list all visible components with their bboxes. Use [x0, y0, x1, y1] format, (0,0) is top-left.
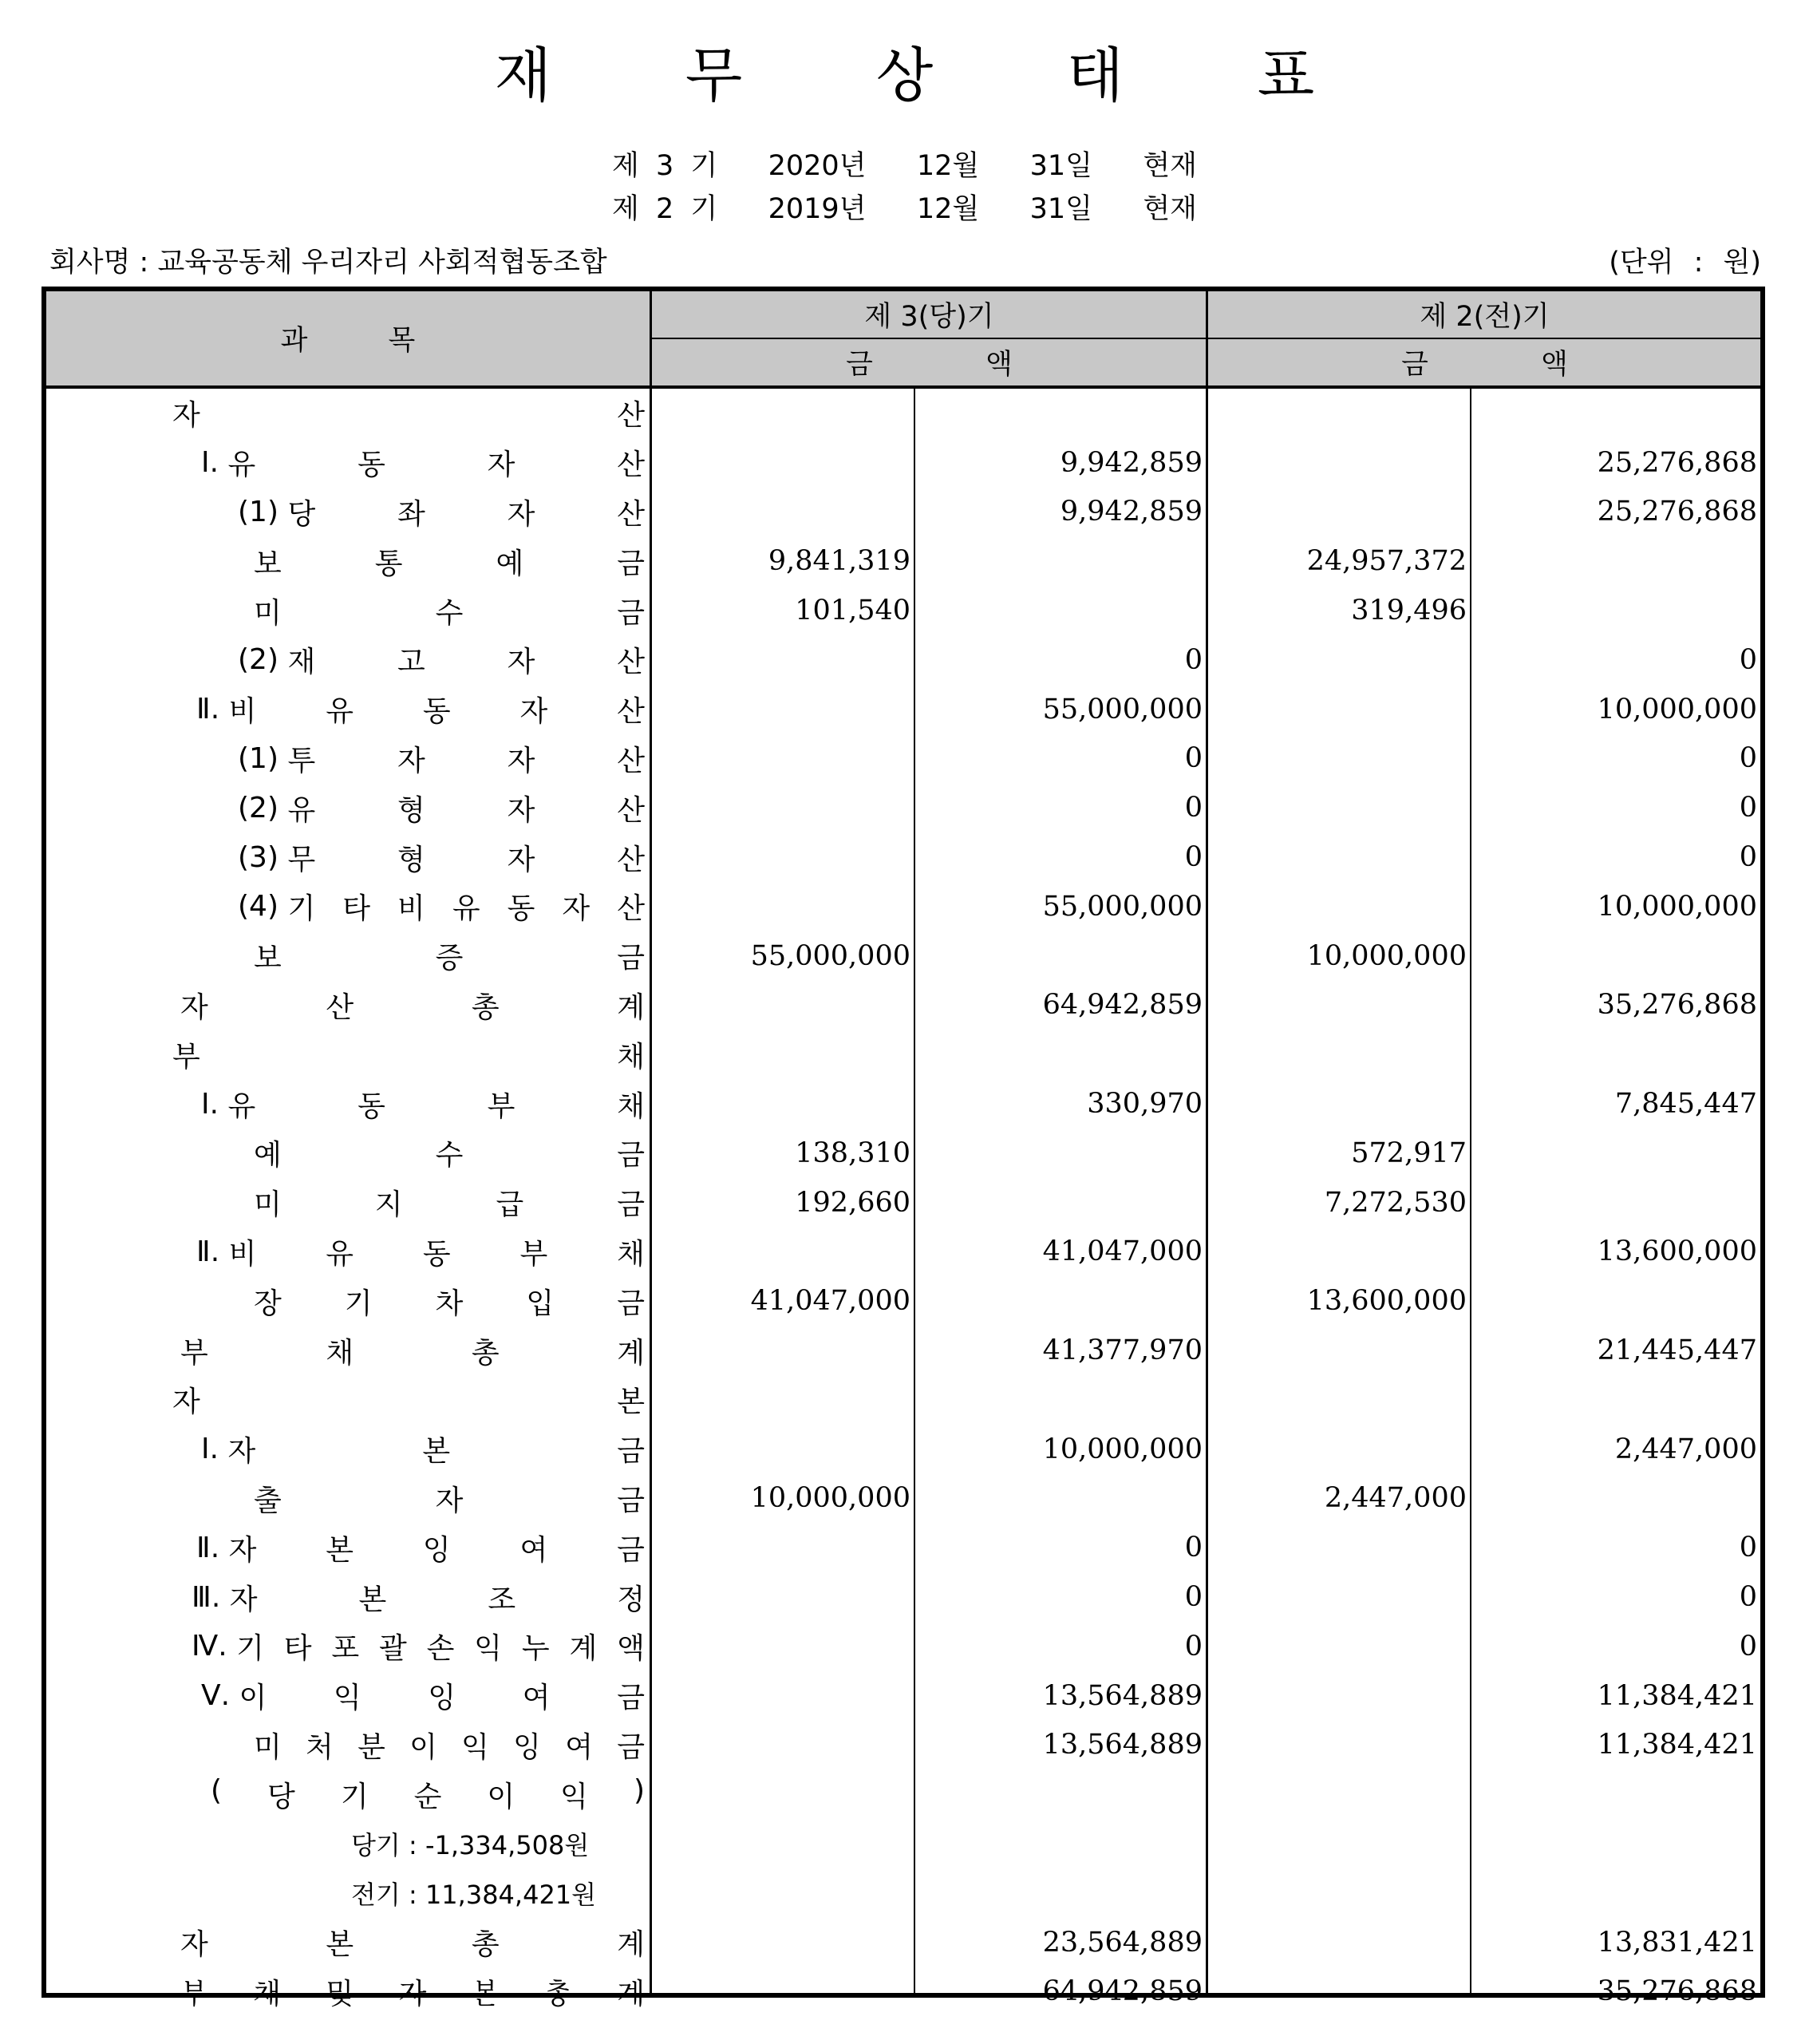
current-detail-amount [653, 1375, 914, 1425]
table-row [46, 1622, 1760, 1671]
current-detail-amount [653, 1819, 914, 1868]
table-row [46, 1967, 1760, 2017]
previous-total-amount: 10,000,000 [1597, 890, 1757, 923]
current-total-amount [917, 586, 1206, 635]
current-detail-amount: 192,660 [795, 1186, 910, 1219]
account-name: 자 본 총 계 [180, 1928, 645, 1962]
account-label [46, 1276, 650, 1326]
account-name: 예 수 금 [254, 1139, 645, 1172]
account-label [46, 832, 650, 882]
account-number: Ⅱ. [196, 693, 229, 726]
period-previous: 제 2 기 2019년 12월 31일 현재 [612, 193, 1197, 225]
current-detail-amount [653, 488, 914, 537]
current-total-amount: 55,000,000 [1042, 693, 1203, 725]
account-label [46, 1474, 650, 1524]
current-total-amount [917, 1178, 1206, 1228]
table-row [46, 1178, 1760, 1228]
previous-total-amount: 0 [1739, 1630, 1757, 1662]
account-label [46, 536, 650, 586]
previous-detail-amount: 2,447,000 [1324, 1482, 1467, 1515]
previous-total-amount [1473, 1178, 1760, 1228]
account-name: 자 산 총 계 [180, 990, 645, 1024]
current-total-amount: 13,564,889 [1042, 1729, 1203, 1761]
current-total-amount: 0 [1184, 643, 1203, 676]
account-label [46, 981, 650, 1030]
account-number: Ⅰ. [201, 446, 228, 480]
table-row [46, 1769, 1760, 1819]
table-row [46, 536, 1760, 586]
current-total-amount: 9,942,859 [1060, 496, 1203, 528]
previous-total-amount: 25,276,868 [1597, 446, 1757, 479]
current-total-amount: 13,564,889 [1042, 1679, 1203, 1712]
unit-label: (단위 : 원) [1609, 247, 1761, 279]
account-name: 재 고 자 산 [287, 646, 645, 679]
account-number: Ⅴ. [201, 1679, 239, 1713]
table-row [46, 438, 1760, 488]
table-row [46, 1671, 1760, 1721]
account-label [46, 1622, 650, 1671]
account-name: 미 수 금 [254, 596, 645, 630]
account-name: 미 지 급 금 [254, 1188, 645, 1222]
table-row [46, 832, 1760, 882]
previous-total-amount: 25,276,868 [1597, 496, 1757, 528]
current-detail-amount: 101,540 [795, 595, 910, 627]
account-name: 유 동 부 채 [227, 1089, 645, 1123]
account-name: 이 익 잉 여 금 [239, 1682, 645, 1715]
account-name: 당 좌 자 산 [287, 497, 645, 531]
current-total-amount [917, 1819, 1206, 1868]
account-label [46, 734, 650, 784]
header-previous-amount: 금 액 [1401, 349, 1568, 381]
header-subject: 과 목 [280, 325, 416, 357]
table-row [46, 1721, 1760, 1770]
current-total-amount [917, 389, 1206, 438]
table-row [46, 1819, 1760, 1868]
current-total-amount [917, 1868, 1206, 1918]
period-current: 제 3 기 2020년 12월 31일 현재 [612, 150, 1197, 182]
previous-total-amount [1473, 1769, 1760, 1819]
table-row [46, 1326, 1760, 1375]
table-row [46, 1523, 1760, 1572]
previous-total-amount [1473, 1375, 1760, 1425]
table-row [46, 981, 1760, 1030]
table-row [46, 586, 1760, 635]
account-number: (3) [238, 840, 288, 874]
previous-detail-amount: 10,000,000 [1306, 939, 1467, 972]
previous-total-amount: 0 [1739, 742, 1757, 775]
account-name: 보 증 금 [254, 942, 645, 975]
current-total-amount: 41,377,970 [1042, 1334, 1203, 1367]
current-total-amount [917, 1375, 1206, 1425]
account-label [46, 1918, 650, 1967]
account-number: Ⅲ. [192, 1580, 230, 1614]
account-number: Ⅱ. [196, 1235, 229, 1268]
previous-total-amount [1473, 1030, 1760, 1079]
account-name: 장 기 차 입 금 [254, 1287, 645, 1320]
previous-detail-amount: 572,917 [1351, 1137, 1467, 1169]
table-row [46, 635, 1760, 685]
account-label [46, 586, 650, 635]
current-total-amount [917, 1276, 1206, 1326]
current-total-amount: 41,047,000 [1042, 1235, 1203, 1268]
account-number: Ⅳ. [192, 1630, 237, 1663]
previous-detail-amount [1209, 1868, 1470, 1918]
table-row [46, 1228, 1760, 1277]
previous-detail-amount [1209, 1671, 1470, 1721]
company-name: 회사명 : 교육공동체 우리자리 사회적협동조합 [49, 247, 607, 279]
account-label [46, 685, 650, 734]
current-total-amount: 0 [1184, 1630, 1203, 1662]
account-name: 미 처 분 이 익 잉 여 금 [254, 1730, 645, 1764]
account-label [46, 1326, 650, 1375]
previous-detail-amount [1209, 1572, 1470, 1622]
table-row [46, 1868, 1760, 1918]
account-label [46, 1079, 650, 1129]
account-number: (2) [238, 643, 288, 677]
table-row [46, 783, 1760, 832]
previous-detail-amount: 24,957,372 [1306, 545, 1467, 578]
account-name: 자 본 잉 여 금 [228, 1533, 645, 1567]
current-detail-amount [653, 1671, 914, 1721]
account-name: 유 형 자 산 [287, 793, 645, 827]
previous-detail-amount [1209, 438, 1470, 488]
previous-detail-amount [1209, 1425, 1470, 1474]
account-label [46, 389, 650, 438]
previous-total-amount: 35,276,868 [1597, 989, 1757, 1022]
previous-detail-amount: 7,272,530 [1324, 1186, 1467, 1219]
account-number: Ⅰ. [201, 1433, 228, 1466]
previous-detail-amount [1209, 685, 1470, 734]
account-label [46, 931, 650, 981]
previous-total-amount: 0 [1739, 1581, 1757, 1614]
account-label [46, 1523, 650, 1572]
table-row [46, 1572, 1760, 1622]
current-total-amount: 330,970 [1087, 1088, 1203, 1121]
header-previous-period: 제 2(전)기 [1420, 301, 1550, 333]
current-detail-amount: 9,841,319 [768, 545, 910, 578]
current-detail-amount [653, 685, 914, 734]
current-detail-amount [653, 1030, 914, 1079]
current-total-amount: 0 [1184, 792, 1203, 824]
previous-detail-amount [1209, 1523, 1470, 1572]
previous-total-amount: 0 [1739, 1532, 1757, 1564]
previous-total-amount: 35,276,868 [1597, 1975, 1757, 2008]
account-name: ( 당 기 순 이 익 ) [211, 1773, 645, 1813]
current-total-amount: 64,942,859 [1042, 989, 1203, 1022]
account-label [46, 1967, 650, 2017]
table-row [46, 1918, 1760, 1967]
current-total-amount: 0 [1184, 1581, 1203, 1614]
previous-detail-amount [1209, 1967, 1470, 2017]
previous-total-amount: 11,384,421 [1597, 1729, 1757, 1761]
account-label [46, 488, 650, 537]
account-label [46, 1228, 650, 1277]
previous-total-amount [1473, 1129, 1760, 1178]
current-detail-amount [653, 1918, 914, 1967]
table-row [46, 685, 1760, 734]
account-label [46, 1129, 650, 1178]
previous-total-amount [1473, 586, 1760, 635]
header-current-amount: 금 액 [846, 349, 1013, 381]
previous-detail-amount [1209, 1079, 1470, 1129]
table-row [46, 1079, 1760, 1129]
previous-detail-amount [1209, 783, 1470, 832]
previous-detail-amount [1209, 635, 1470, 685]
current-total-amount [917, 931, 1206, 981]
previous-detail-amount [1209, 734, 1470, 784]
account-label [46, 1769, 650, 1819]
previous-detail-amount [1209, 1326, 1470, 1375]
current-detail-amount [653, 783, 914, 832]
previous-total-amount: 21,445,447 [1597, 1334, 1757, 1367]
current-total-amount [917, 1129, 1206, 1178]
current-total-amount: 23,564,889 [1042, 1926, 1203, 1959]
header-current-period: 제 3(당)기 [864, 301, 994, 333]
previous-detail-amount [1209, 882, 1470, 931]
account-number: (4) [238, 890, 288, 923]
header-divider [650, 338, 1760, 339]
current-total-amount: 0 [1184, 742, 1203, 775]
previous-detail-amount [1209, 1375, 1470, 1425]
previous-detail-amount [1209, 488, 1470, 537]
account-note: 당기 : -1,334,508원 [351, 1830, 590, 1861]
current-detail-amount [653, 882, 914, 931]
table-row [46, 1375, 1760, 1425]
previous-detail-amount [1209, 832, 1470, 882]
account-name: 유 동 자 산 [227, 449, 645, 482]
current-detail-amount [653, 635, 914, 685]
previous-total-amount [1473, 389, 1760, 438]
account-label [46, 783, 650, 832]
current-total-amount [917, 536, 1206, 586]
account-number: Ⅰ. [201, 1087, 228, 1121]
current-detail-amount [653, 981, 914, 1030]
previous-total-amount [1473, 1474, 1760, 1524]
account-label [46, 1030, 650, 1079]
account-label [46, 882, 650, 931]
previous-detail-amount [1209, 1622, 1470, 1671]
current-detail-amount [653, 1572, 914, 1622]
account-name: 기 타 포 괄 손 익 누 계 액 [236, 1632, 645, 1666]
previous-total-amount: 0 [1739, 792, 1757, 824]
account-name: 부 채 [172, 1040, 645, 1073]
previous-total-amount: 0 [1739, 841, 1757, 874]
current-total-amount: 0 [1184, 841, 1203, 874]
table-row [46, 389, 1760, 438]
current-detail-amount [653, 389, 914, 438]
previous-total-amount: 7,845,447 [1614, 1088, 1757, 1121]
previous-total-amount: 10,000,000 [1597, 693, 1757, 725]
current-detail-amount [653, 1721, 914, 1770]
previous-total-amount: 13,600,000 [1597, 1235, 1757, 1268]
current-detail-amount: 41,047,000 [750, 1285, 910, 1318]
previous-total-amount [1473, 1819, 1760, 1868]
account-label [46, 1572, 650, 1622]
previous-total-amount [1473, 1276, 1760, 1326]
document-title: 재 무 상 태 표 [494, 42, 1373, 110]
table-row [46, 734, 1760, 784]
previous-total-amount: 0 [1739, 643, 1757, 676]
current-total-amount: 0 [1184, 1532, 1203, 1564]
account-label [46, 1721, 650, 1770]
account-name: 부 채 총 계 [180, 1336, 645, 1370]
account-name: 비 유 동 부 채 [228, 1237, 645, 1271]
current-total-amount [917, 1474, 1206, 1524]
account-label [46, 635, 650, 685]
account-number: (2) [238, 791, 288, 824]
account-name: 보 통 예 금 [254, 547, 645, 580]
current-detail-amount [653, 1228, 914, 1277]
previous-detail-amount [1209, 1030, 1470, 1079]
account-name: 출 자 금 [254, 1484, 645, 1517]
account-note: 전기 : 11,384,421원 [351, 1879, 597, 1910]
previous-detail-amount [1209, 1228, 1470, 1277]
previous-total-amount [1473, 931, 1760, 981]
account-label [46, 1671, 650, 1721]
table-row [46, 1030, 1760, 1079]
current-total-amount: 10,000,000 [1042, 1433, 1203, 1465]
previous-detail-amount [1209, 981, 1470, 1030]
table-row [46, 931, 1760, 981]
current-detail-amount [653, 1326, 914, 1375]
current-detail-amount [653, 1967, 914, 2017]
current-detail-amount [653, 438, 914, 488]
account-number: (1) [238, 495, 288, 528]
previous-total-amount [1473, 536, 1760, 586]
current-detail-amount [653, 734, 914, 784]
account-label [46, 438, 650, 488]
table-row [46, 488, 1760, 537]
account-name: 기 타 비 유 동 자 산 [287, 892, 645, 926]
previous-detail-amount [1209, 389, 1470, 438]
current-detail-amount: 55,000,000 [750, 939, 910, 972]
current-detail-amount [653, 1523, 914, 1572]
account-name: 자 산 [172, 399, 645, 433]
table-row [46, 1276, 1760, 1326]
previous-detail-amount [1209, 1769, 1470, 1819]
account-name: 무 형 자 산 [287, 843, 645, 876]
current-detail-amount [653, 1769, 914, 1819]
previous-detail-amount [1209, 1918, 1470, 1967]
current-total-amount [917, 1030, 1206, 1079]
table-row [46, 1425, 1760, 1474]
current-detail-amount [653, 1868, 914, 1918]
previous-detail-amount: 13,600,000 [1306, 1285, 1467, 1318]
table-row [46, 1474, 1760, 1524]
previous-detail-amount [1209, 1819, 1470, 1868]
account-name: 비 유 동 자 산 [228, 695, 645, 729]
current-total-amount: 64,942,859 [1042, 1975, 1203, 2008]
previous-total-amount: 2,447,000 [1614, 1433, 1757, 1465]
current-detail-amount [653, 832, 914, 882]
current-detail-amount [653, 1622, 914, 1671]
account-name: 자 본 [172, 1386, 645, 1419]
current-total-amount: 9,942,859 [1060, 446, 1203, 479]
account-number: Ⅱ. [196, 1531, 229, 1564]
current-detail-amount [653, 1079, 914, 1129]
balance-sheet-table [41, 287, 1765, 2010]
account-name: 자 본 금 [227, 1435, 645, 1469]
current-detail-amount: 138,310 [795, 1137, 910, 1169]
account-label [46, 1425, 650, 1474]
previous-detail-amount: 319,496 [1351, 595, 1467, 627]
account-label [46, 1375, 650, 1425]
previous-total-amount: 13,831,421 [1597, 1926, 1757, 1959]
account-name: 부 채 및 자 본 총 계 [180, 1977, 645, 2010]
table-row [46, 1129, 1760, 1178]
account-name: 자 본 조 정 [229, 1583, 645, 1616]
table-row [46, 882, 1760, 931]
current-total-amount: 55,000,000 [1042, 890, 1203, 923]
previous-total-amount: 11,384,421 [1597, 1679, 1757, 1712]
current-total-amount [917, 1769, 1206, 1819]
previous-detail-amount [1209, 1721, 1470, 1770]
current-detail-amount: 10,000,000 [750, 1482, 910, 1515]
account-number: (1) [238, 741, 288, 775]
current-detail-amount [653, 1425, 914, 1474]
account-label [46, 1178, 650, 1228]
account-name: 투 자 자 산 [287, 744, 645, 777]
previous-total-amount [1473, 1868, 1760, 1918]
